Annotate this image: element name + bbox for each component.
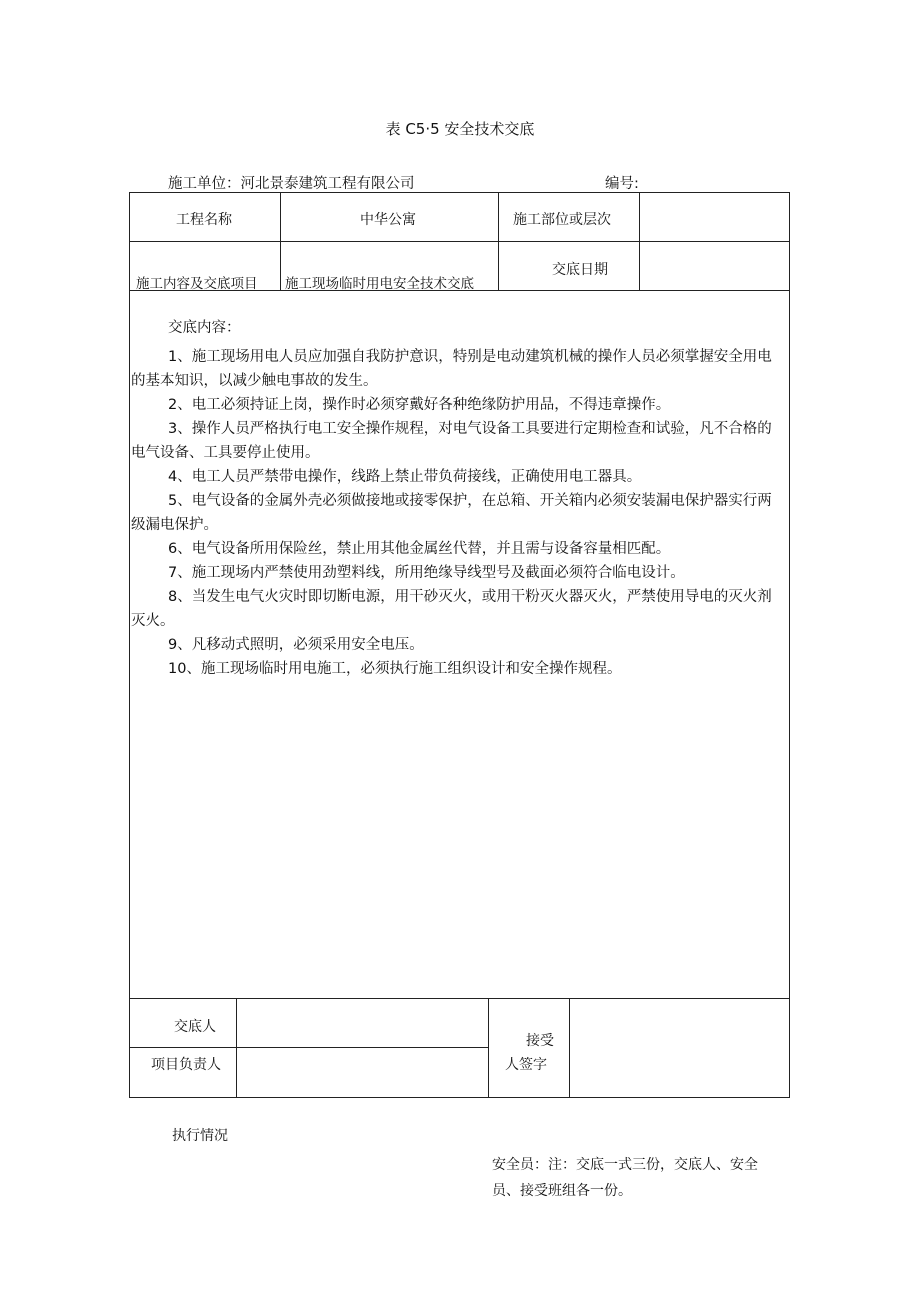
- form-title: 表 C5·5 安全技术交底: [385, 120, 535, 138]
- item-value: 施工现场临时用电安全技术交底: [285, 276, 474, 292]
- table-border-left: [129, 192, 130, 1098]
- date-label: 交底日期: [552, 262, 608, 278]
- content-item: 2、电工必须持证上岗，操作时必须穿戴好各种绝缘防护用品，不得违章操作。: [168, 397, 671, 413]
- receiver-label-line2: 人签字: [505, 1057, 547, 1073]
- col-divider: [280, 192, 281, 290]
- manager-label: 项目负责人: [151, 1057, 221, 1073]
- disclosure-content: [131, 316, 783, 681]
- col-divider: [236, 998, 237, 1097]
- item-label: 施工内容及交底项目: [136, 276, 258, 292]
- content-item: 1、施工现场用电人员应加强自我防护意识，特别是电动建筑机械的操作人员必须掌握安全用电的基本知识，以减少触电事故的发生。: [131, 349, 772, 389]
- row-divider: [129, 1047, 488, 1048]
- content-item: 3、操作人员严格执行电工安全操作规程，对电气设备工具要进行定期检查和试验，凡不合格的电气设备、工具要停止使用。: [131, 421, 772, 461]
- table-border-bottom: [129, 1097, 790, 1098]
- content-item: 10、施工现场临时用电施工，必须执行施工组织设计和安全操作规程。: [168, 661, 622, 677]
- footer-note-line2: 员、接受班组各一份。: [492, 1183, 632, 1199]
- row-divider: [129, 998, 790, 999]
- content-item: 5、电气设备的金属外壳必须做接地或接零保护，在总箱、开关箱内必须安装漏电保护器实行两级漏电保护。: [131, 493, 772, 533]
- form-number-label: 编号:: [605, 176, 639, 192]
- content-item: 4、电工人员严禁带电操作，线路上禁止带负荷接线，正确使用电工器具。: [168, 469, 642, 485]
- table-border-top: [129, 192, 790, 193]
- discloser-label: 交底人: [174, 1019, 216, 1035]
- footer-note-line1: 安全员：注：交底一式三份，交底人、安全: [492, 1157, 758, 1173]
- content-heading: 交底内容：: [168, 320, 241, 336]
- content-item: 9、凡移动式照明，必须采用安全电压。: [168, 637, 424, 653]
- col-divider: [498, 192, 499, 290]
- row-divider: [129, 241, 790, 242]
- col-divider: [488, 998, 489, 1097]
- content-item: 8、当发生电气火灾时即切断电源，用干砂灭火，或用干粉灭火器灭火，严禁使用导电的灭火剂灭火。: [131, 589, 772, 629]
- content-item: 7、施工现场内严禁使用劲塑料线，所用绝缘导线型号及截面必须符合临电设计。: [168, 565, 685, 581]
- construction-unit: 施工单位：河北景泰建筑工程有限公司: [168, 176, 415, 192]
- col-divider: [569, 998, 570, 1097]
- col-divider: [639, 192, 640, 290]
- receiver-label-line1: 接受: [526, 1033, 554, 1049]
- location-label: 施工部位或层次: [513, 212, 611, 228]
- project-name-value: 中华公寓: [360, 212, 416, 228]
- execution-label: 执行情况: [172, 1128, 228, 1144]
- content-item: 6、电气设备所用保险丝，禁止用其他金属丝代替，并且需与设备容量相匹配。: [168, 541, 671, 557]
- table-border-right: [789, 192, 790, 1098]
- project-name-label: 工程名称: [176, 212, 232, 228]
